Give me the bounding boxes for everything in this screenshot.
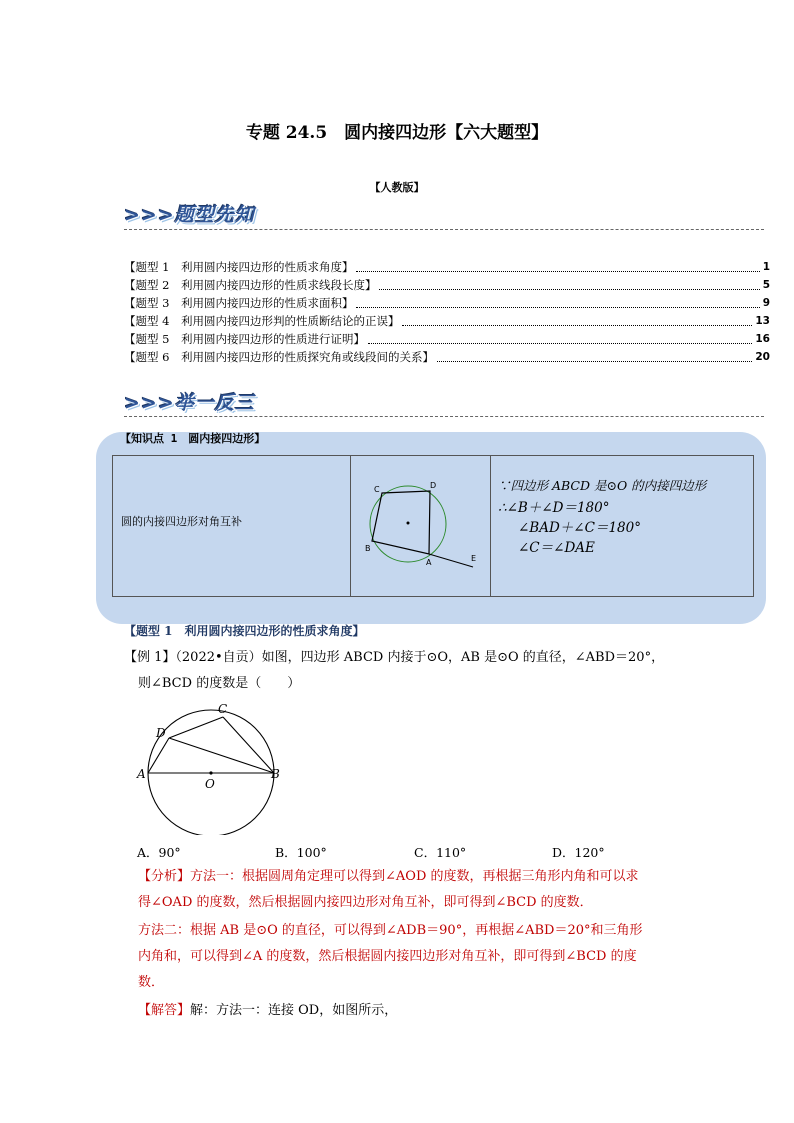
label-e: E — [471, 554, 477, 563]
formula-line: ∠BAD＋∠C＝180° — [518, 520, 641, 536]
extension-line — [429, 554, 473, 567]
toc-leader — [379, 289, 759, 290]
divider — [124, 229, 764, 230]
toc-page: 1 — [762, 261, 770, 273]
banner-type-preview: >>>题型先知 — [124, 204, 255, 226]
edition-label: 【人教版】 — [369, 181, 425, 194]
toc-leader — [368, 343, 752, 344]
label-o: O — [205, 777, 215, 791]
center-point — [209, 771, 212, 774]
type1-title: 【题型 1 利用圆内接四边形的性质求角度】 — [124, 624, 365, 638]
toc-leader — [356, 271, 759, 272]
quadrilateral — [372, 491, 430, 554]
analysis-tag: 【分析】 — [138, 869, 191, 884]
figure-cell — [350, 456, 491, 596]
option-c[interactable]: C．110° — [414, 845, 467, 860]
formula-cell — [490, 456, 752, 596]
property-cell — [113, 456, 351, 596]
page-title: 专题 24.5 圆内接四边形【六大题型】 — [245, 123, 549, 143]
analysis-text: 方法一：根据圆周角定理可以得到∠AOD 的度数，再根据三角形内角和可以求 — [190, 869, 639, 884]
answer-tag: 【解答】 — [138, 1003, 191, 1018]
example-figure — [135, 700, 295, 835]
knowledge-table — [112, 455, 754, 597]
analysis-line: 数． — [138, 975, 165, 990]
analysis-line: 得∠OAD 的度数，然后根据圆内接四边形对角互补，即可得到∠BCD 的度数． — [138, 895, 593, 910]
label-d: D — [156, 726, 166, 740]
toc-item[interactable] — [124, 277, 770, 294]
label-c: C — [374, 485, 380, 494]
toc-item[interactable] — [124, 349, 770, 366]
toc-page: 16 — [755, 333, 770, 345]
example-text: 【例 1】（2022•自贡）如图，四边形 ABCD 内接于⊙O，AB 是⊙O 的直径，∠ABD＝20°， — [124, 650, 665, 665]
toc-item[interactable] — [124, 259, 770, 276]
toc-page: 20 — [755, 351, 770, 363]
option-b[interactable]: B．100° — [275, 845, 327, 860]
option-d[interactable]: D．120° — [552, 845, 605, 860]
toc-item[interactable] — [124, 313, 770, 330]
answer-text: 解：方法一：连接 OD，如图所示， — [190, 1003, 398, 1018]
knowledge-title: 【知识点 1 圆内接四边形】 — [120, 432, 266, 445]
formula-line: ∠C＝∠DAE — [518, 540, 595, 556]
formula-line: ∵四边形 ABCD 是⊙O 的内接四边形 — [498, 478, 707, 493]
toc-page: 5 — [762, 279, 770, 291]
toc-label: 【题型 1 利用圆内接四边形的性质求角度】 — [124, 260, 354, 274]
analysis-line: 方法二：根据 AB 是⊙O 的直径，可以得到∠ADB＝90°，再根据∠ABD＝20°和三角形 — [138, 923, 643, 938]
example-text: 则∠BCD 的度数是（ ） — [138, 676, 301, 691]
toc-item[interactable] — [124, 331, 770, 348]
option-a[interactable]: A．90° — [137, 845, 181, 860]
toc-page: 13 — [755, 315, 770, 327]
analysis-line: 内角和，可以得到∠A 的度数，然后根据圆内接四边形对角互补，即可得到∠BCD 的度 — [138, 949, 637, 964]
center-point — [407, 522, 410, 525]
toc-leader — [402, 325, 752, 326]
formula-line: ∴∠B＋∠D＝180° — [498, 500, 610, 516]
toc-item[interactable] — [124, 295, 770, 312]
cyclic-quad-figure — [350, 456, 490, 596]
toc-label: 【题型 4 利用圆内接四边形判的性质断结论的正误】 — [124, 314, 400, 328]
label-a: A — [426, 558, 432, 567]
label-d: D — [430, 481, 437, 490]
divider — [124, 416, 764, 417]
toc-leader — [356, 307, 759, 308]
answer-line — [138, 1000, 397, 1022]
toc-label: 【题型 3 利用圆内接四边形的性质求面积】 — [124, 296, 354, 310]
label-c: C — [218, 702, 228, 716]
toc-label: 【题型 5 利用圆内接四边形的性质进行证明】 — [124, 332, 365, 346]
toc-leader — [437, 361, 752, 362]
label-b: B — [271, 767, 280, 781]
toc-page: 9 — [762, 297, 770, 309]
toc-label: 【题型 2 利用圆内接四边形的性质求线段长度】 — [124, 278, 377, 292]
property-text: 圆的内接四边形对角互补 — [121, 515, 242, 528]
label-b: B — [365, 544, 371, 553]
banner-examples: >>>举一反三 — [124, 392, 255, 414]
label-a: A — [137, 767, 146, 781]
toc-label: 【题型 6 利用圆内接四边形的性质探究角或线段间的关系】 — [124, 350, 434, 364]
analysis-line — [138, 866, 639, 888]
segment-ad — [148, 738, 169, 773]
